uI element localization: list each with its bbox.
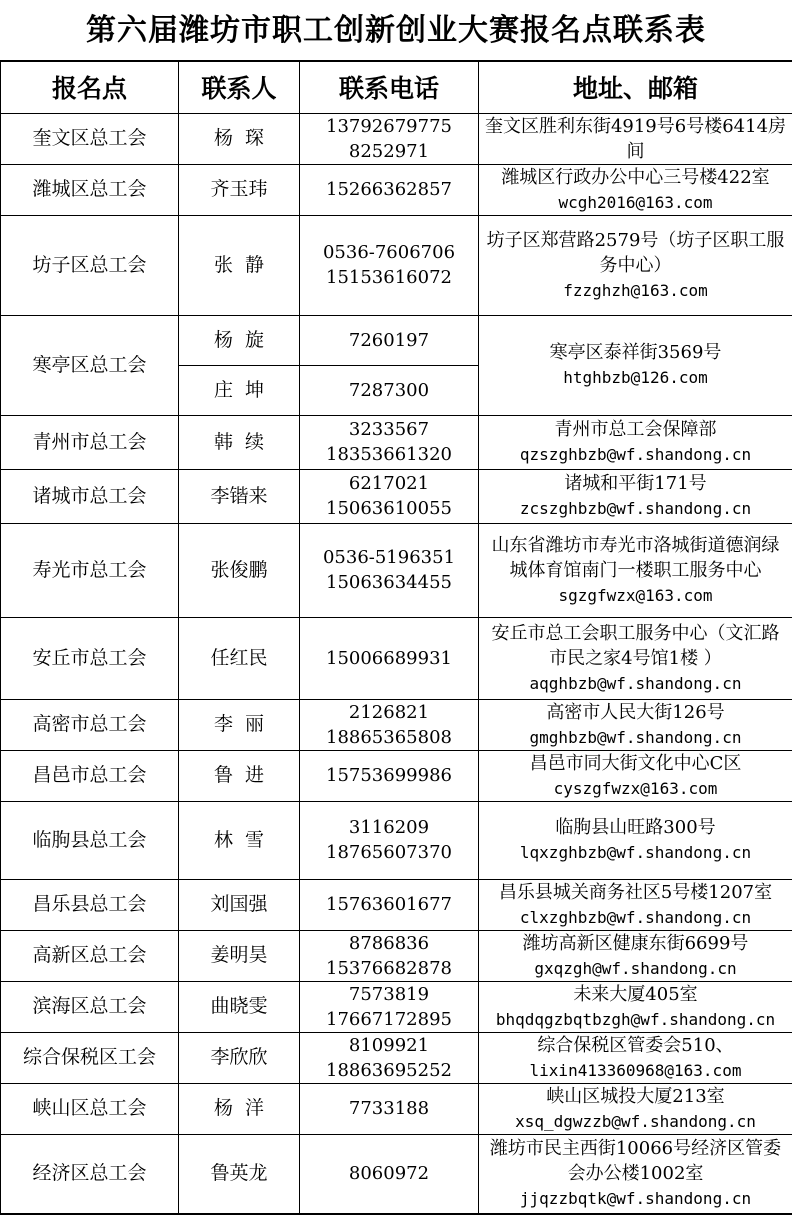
phone-number: 15153616072 [304,265,474,290]
address-cell [479,1032,792,1083]
table-row [1,699,792,750]
phone-number: 18863695252 [304,1058,474,1083]
address-cell [479,801,792,879]
unit-cell: 高密市总工会 [1,699,179,750]
unit-cell: 高新区总工会 [1,930,179,981]
header-row [1,61,792,113]
header-unit: 报名点 [1,61,179,113]
email-text: fzzghzh@163.com [483,278,788,303]
table-row [1,415,792,469]
address-text: 坊子区郑营路2579号（坊子区职工服务中心） [483,228,788,278]
phone-cell [300,315,479,365]
address-cell [479,415,792,469]
phone-number: 15376682878 [304,956,474,981]
address-cell [479,981,792,1032]
phone-number: 18353661320 [304,442,474,467]
email-text: htghbzb@126.com [483,365,788,390]
phone-cell [300,801,479,879]
phone-number: 15063634455 [304,570,474,595]
phone-number: 7287300 [304,378,474,403]
email-text: clxzghbzb@wf.shandong.cn [483,905,788,930]
contact-name-cell: 李锴来 [179,469,300,523]
registration-table [0,60,792,1215]
contact-name-cell: 杨 琛 [179,113,300,164]
contact-name-cell: 庄 坤 [179,365,300,415]
email-text: gxqzgh@wf.shandong.cn [483,956,788,981]
phone-number: 15753699986 [304,763,474,788]
unit-cell: 寿光市总工会 [1,523,179,617]
email-text: xsq_dgwzzb@wf.shandong.cn [483,1109,788,1134]
unit-cell: 奎文区总工会 [1,113,179,164]
contact-name-cell: 鲁 进 [179,750,300,801]
unit-cell: 寒亭区总工会 [1,315,179,415]
email-text: bhqdqgzbqtbzgh@wf.shandong.cn [483,1007,788,1032]
unit-cell: 青州市总工会 [1,415,179,469]
contact-name-cell: 曲晓雯 [179,981,300,1032]
contact-name-cell: 鲁英龙 [179,1134,300,1214]
address-text: 奎文区胜利东街4919号6号楼6414房间 [483,114,788,164]
address-cell [479,1134,792,1214]
phone-cell [300,415,479,469]
unit-cell: 经济区总工会 [1,1134,179,1214]
header-address: 地址、邮箱 [479,61,792,113]
phone-cell [300,1083,479,1134]
phone-cell [300,523,479,617]
table-row [1,315,792,365]
phone-number: 13792679775 [304,114,474,139]
unit-cell: 坊子区总工会 [1,215,179,315]
unit-cell: 峡山区总工会 [1,1083,179,1134]
address-cell [479,215,792,315]
phone-cell [300,469,479,523]
contact-name-cell: 姜明昊 [179,930,300,981]
address-text: 高密市人民大街126号 [483,700,788,725]
address-text: 诸城和平街171号 [483,471,788,496]
email-text: aqghbzb@wf.shandong.cn [483,671,788,696]
table-row [1,617,792,699]
contact-name-cell: 杨 洋 [179,1083,300,1134]
address-cell [479,750,792,801]
table-row [1,113,792,164]
phone-number: 7733188 [304,1096,474,1121]
contact-name-cell: 韩 续 [179,415,300,469]
phone-number: 8786836 [304,931,474,956]
phone-number: 8109921 [304,1033,474,1058]
contact-name-cell: 杨 旋 [179,315,300,365]
phone-cell [300,365,479,415]
address-cell [479,930,792,981]
table-row [1,930,792,981]
phone-cell [300,699,479,750]
table-row [1,750,792,801]
unit-cell: 安丘市总工会 [1,617,179,699]
table-row [1,1083,792,1134]
address-text: 峡山区城投大厦213室 [483,1084,788,1109]
phone-number: 18865365808 [304,725,474,750]
phone-number: 3116209 [304,815,474,840]
address-text: 综合保税区管委会510、 [483,1033,788,1058]
contact-name-cell: 刘国强 [179,879,300,930]
contact-name-cell: 李 丽 [179,699,300,750]
unit-cell: 昌乐县总工会 [1,879,179,930]
address-cell [479,113,792,164]
header-phone: 联系电话 [300,61,479,113]
address-text: 潍坊市民主西街10066号经济区管委会办公楼1002室 [483,1136,788,1186]
phone-number: 15763601677 [304,892,474,917]
table-row [1,1032,792,1083]
phone-number: 0536-7606706 [304,240,474,265]
email-text: wcgh2016@163.com [483,190,788,215]
address-cell [479,164,792,215]
phone-number: 15063610055 [304,496,474,521]
phone-number: 0536-5196351 [304,545,474,570]
table-row [1,523,792,617]
address-cell [479,523,792,617]
unit-cell: 滨海区总工会 [1,981,179,1032]
phone-number: 7260197 [304,328,474,353]
address-text: 安丘市总工会职工服务中心（文汇路市民之家4号馆1楼 ） [483,621,788,671]
address-text: 寒亭区泰祥街3569号 [483,340,788,365]
phone-number: 15266362857 [304,177,474,202]
address-text: 山东省潍坊市寿光市洛城街道德润绿城体育馆南门一楼职工服务中心 [483,533,788,583]
address-text: 青州市总工会保障部 [483,417,788,442]
table-row [1,215,792,315]
address-text: 未来大厦405室 [483,982,788,1007]
table-row [1,469,792,523]
email-text: qzszghbzb@wf.shandong.cn [483,442,788,467]
table-row [1,981,792,1032]
email-text: gmghbzb@wf.shandong.cn [483,725,788,750]
address-cell [479,617,792,699]
phone-number: 15006689931 [304,646,474,671]
phone-cell [300,164,479,215]
phone-cell [300,617,479,699]
contact-name-cell: 齐玉玮 [179,164,300,215]
phone-cell [300,215,479,315]
address-cell [479,699,792,750]
phone-number: 3233567 [304,417,474,442]
email-text: sgzgfwzx@163.com [483,583,788,608]
unit-cell: 综合保税区工会 [1,1032,179,1083]
address-text: 潍坊高新区健康东街6699号 [483,931,788,956]
contact-name-cell: 张俊鹏 [179,523,300,617]
contact-name-cell: 李欣欣 [179,1032,300,1083]
address-text: 潍城区行政办公中心三号楼422室 [483,165,788,190]
phone-cell [300,930,479,981]
phone-number: 18765607370 [304,840,474,865]
address-text: 昌邑市同大街文化中心C区 [483,751,788,776]
contact-name-cell: 张 静 [179,215,300,315]
table-row [1,1134,792,1214]
phone-cell [300,1032,479,1083]
header-contact: 联系人 [179,61,300,113]
table-row [1,879,792,930]
phone-cell [300,750,479,801]
address-text: 昌乐县城关商务社区5号楼1207室 [483,880,788,905]
contact-name-cell: 林 雪 [179,801,300,879]
address-cell [479,1083,792,1134]
address-cell [479,879,792,930]
email-text: zcszghbzb@wf.shandong.cn [483,496,788,521]
phone-cell [300,113,479,164]
phone-cell [300,981,479,1032]
phone-number: 2126821 [304,700,474,725]
unit-cell: 诸城市总工会 [1,469,179,523]
email-text: lqxzghbzb@wf.shandong.cn [483,840,788,865]
email-text: cyszgfwzx@163.com [483,776,788,801]
phone-number: 17667172895 [304,1007,474,1032]
phone-number: 6217021 [304,471,474,496]
unit-cell: 临朐县总工会 [1,801,179,879]
email-text: jjqzzbqtk@wf.shandong.cn [483,1186,788,1211]
phone-cell [300,879,479,930]
phone-number: 8252971 [304,139,474,164]
phone-number: 8060972 [304,1161,474,1186]
email-text: lixin413360968@163.com [483,1058,788,1083]
phone-cell [300,1134,479,1214]
address-cell [479,469,792,523]
address-text: 临朐县山旺路300号 [483,815,788,840]
contact-name-cell: 任红民 [179,617,300,699]
unit-cell: 昌邑市总工会 [1,750,179,801]
phone-number: 7573819 [304,982,474,1007]
page-title: 第六届潍坊市职工创新创业大赛报名点联系表 [0,0,792,60]
table-row [1,801,792,879]
address-cell [479,315,792,415]
unit-cell: 潍城区总工会 [1,164,179,215]
table-row [1,164,792,215]
